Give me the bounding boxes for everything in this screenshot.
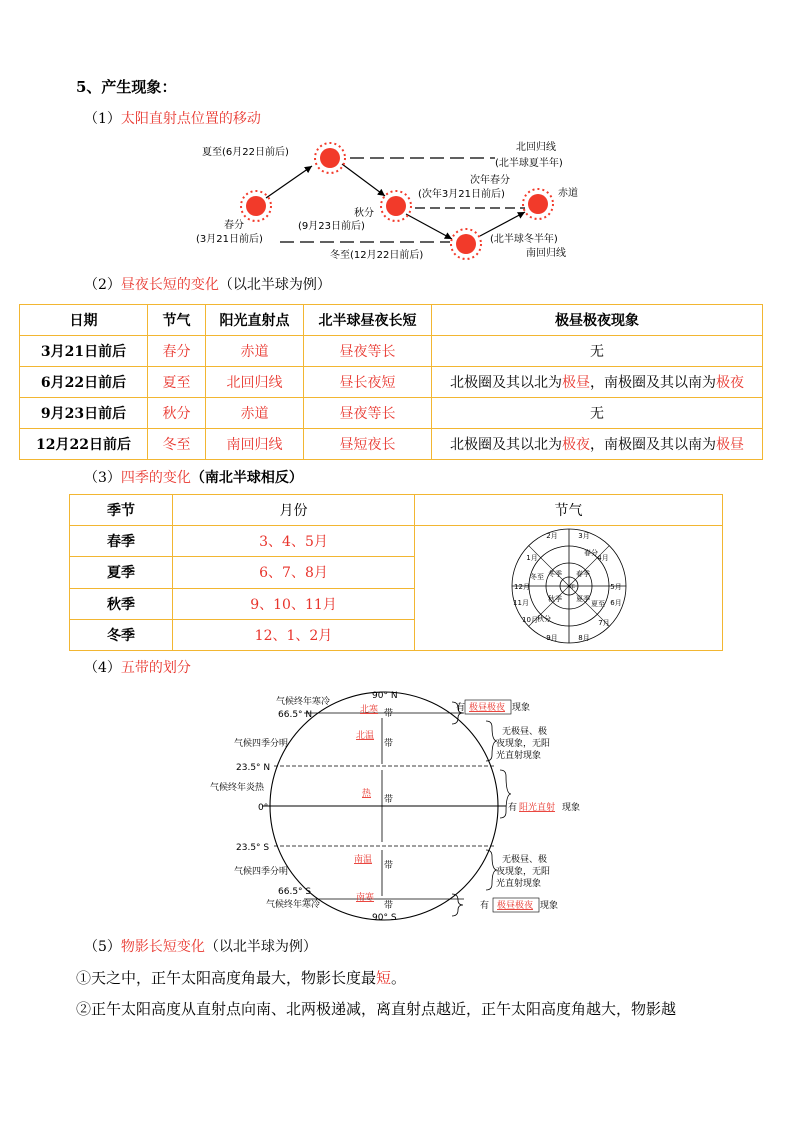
wheel-month-label: 7月 (597, 619, 610, 627)
term-cell: 春分 (148, 336, 206, 367)
subsection-title: 五带的划分 (120, 660, 191, 676)
sun-movement-diagram (190, 134, 610, 264)
subsection-note: （以北半球为例） (204, 939, 317, 955)
wheel-term-label: 夏至 (590, 600, 605, 608)
climate-label: 气候终年寒冷 (266, 900, 321, 910)
polar-highlight: 极昼 (716, 437, 744, 453)
date-cell: 3月21日前后 (20, 336, 148, 367)
wheel-month-label: 8月 (577, 634, 590, 642)
subsection-note: （南北半球相反） (190, 470, 303, 486)
annotation-text: 有 (480, 901, 490, 911)
wheel-month-label: 1月 (525, 554, 538, 562)
polar-text: ，南极圈及其以南为 (590, 437, 716, 453)
point-cell: 南回归线 (206, 429, 304, 460)
annotation-text: 现象 (512, 703, 531, 713)
polar-cell (432, 429, 763, 460)
subsection-4-heading (84, 657, 191, 677)
subsection-number: （4） (84, 660, 121, 676)
polar-text: 无 (590, 406, 604, 422)
zone-suffix: 带 (384, 901, 394, 911)
paragraph-highlight: 短 (376, 969, 392, 987)
latitude-label: 90° N (372, 691, 398, 701)
subsection-number: （5） (84, 939, 121, 955)
season-cell: 春季 (70, 526, 173, 557)
season-cell: 冬季 (70, 619, 173, 650)
wheel-term-label: 冬至 (529, 573, 544, 581)
polar-cell (432, 336, 763, 367)
polar-text: 北极圈及其以北为 (450, 437, 562, 453)
wheel-season-label: 冬季 (547, 570, 562, 578)
zone-suffix: 带 (384, 709, 394, 719)
table-row (20, 429, 763, 460)
table-row (20, 398, 763, 429)
wheel-month-label: 3月 (577, 532, 590, 540)
five-zones-diagram (204, 686, 594, 926)
solar-terms-wheel (504, 526, 634, 646)
paragraph-text: 。 (391, 969, 407, 987)
seasons-table (69, 494, 723, 651)
wheel-month-label: 6月 (609, 599, 622, 607)
subsection-title: 物影长短变化 (120, 939, 205, 955)
spring-label: 春分 (224, 220, 244, 231)
section-title: 5、产生现象： (76, 78, 177, 96)
annotation-text: 无极昼、极 (502, 855, 548, 865)
wheel-season-label: 春季 (575, 570, 590, 578)
season-cell: 秋季 (70, 588, 173, 619)
equator-label: 赤道 (558, 188, 578, 199)
north-summer-label: (北半球夏半年) (495, 158, 563, 169)
wheel-month-label: 11月 (512, 599, 529, 607)
column-header: 极昼极夜现象 (432, 305, 763, 336)
polar-text: 北极圈及其以北为 (450, 375, 562, 391)
zone-suffix: 带 (384, 739, 394, 749)
day-length-table (19, 304, 763, 460)
latitude-label: 66.5° N (278, 710, 313, 720)
subsection-number: （3） (84, 470, 121, 486)
solar-terms-wheel-cell (415, 526, 723, 651)
column-header: 节气 (415, 495, 723, 526)
point-cell: 赤道 (206, 336, 304, 367)
date-cell: 12月22日前后 (20, 429, 148, 460)
subsection-title: 四季的变化 (120, 470, 191, 486)
wheel-center-label: 一年 (562, 584, 575, 591)
column-header: 月份 (173, 495, 415, 526)
annotation-text: 夜现象，无阳 (496, 739, 551, 749)
wheel-month-label: 9月 (545, 634, 558, 642)
wheel-month-label: 4月 (596, 554, 609, 562)
polar-cell (432, 398, 763, 429)
polar-highlight: 极夜 (716, 375, 744, 391)
annotation-text: 夜现象，无阳 (496, 867, 551, 877)
term-cell: 夏至 (148, 367, 206, 398)
subsection-title: 太阳直射点位置的移动 (120, 111, 261, 127)
daylen-cell: 昼夜等长 (304, 398, 432, 429)
table-row (20, 336, 763, 367)
latitude-label: 90° S (372, 913, 397, 923)
zone-label: 南温 (354, 855, 373, 865)
polar-highlight: 极昼 (562, 375, 590, 391)
term-cell: 冬至 (148, 429, 206, 460)
spring-date: (3月21日前后) (196, 234, 263, 245)
latitude-label: 0° (258, 803, 269, 813)
paragraph-2: ②正午太阳高度从直射点向南、北两极递减，离直射点越近，正午太阳高度角越大，物影越 (76, 1000, 677, 1018)
zone-suffix: 带 (384, 795, 394, 805)
tropic-capricorn-label: 南回归线 (526, 248, 566, 259)
paragraph-text: ①天之中，正午太阳高度角最大，物影长度最 (76, 969, 377, 987)
wheel-season-label: 夏季 (575, 595, 590, 603)
climate-label: 气候终年炎热 (210, 783, 265, 793)
annotation-text: 有 (508, 803, 518, 813)
date-cell: 6月22日前后 (20, 367, 148, 398)
subsection-number: （1） (84, 111, 121, 127)
zone-label: 热 (362, 789, 372, 799)
annotation-highlight: 阳光直射 (519, 803, 556, 813)
annotation-highlight: 极昼极夜 (469, 703, 506, 713)
months-cell: 3、4、5月 (173, 526, 415, 557)
annotation-text: 光直射现象 (496, 751, 542, 761)
subsection-1-heading (84, 108, 261, 128)
latitude-label: 23.5° S (236, 843, 270, 853)
date-cell: 9月23日前后 (20, 398, 148, 429)
subsection-3-heading (84, 467, 303, 487)
table-row (20, 367, 763, 398)
subsection-note: （以北半球为例） (218, 277, 331, 293)
tropic-cancer-label: 北回归线 (516, 142, 556, 153)
annotation-text: 光直射现象 (496, 879, 542, 889)
annotation-text: 现象 (562, 803, 581, 813)
polar-highlight: 极夜 (562, 437, 590, 453)
annotation-text: 无极昼、极 (502, 727, 548, 737)
next-spring-date: (次年3月21日前后) (418, 189, 505, 200)
annotation-text: 有 (456, 703, 466, 713)
paragraph-1 (76, 967, 406, 988)
point-cell: 北回归线 (206, 367, 304, 398)
term-cell: 秋分 (148, 398, 206, 429)
column-header: 日期 (20, 305, 148, 336)
wheel-month-label: 10月 (521, 616, 538, 624)
wheel-term-label: 春分 (583, 549, 598, 557)
zone-label: 北温 (356, 731, 375, 741)
season-cell: 夏季 (70, 557, 173, 588)
zone-suffix: 带 (384, 861, 394, 871)
latitude-label: 66.5° S (278, 887, 312, 897)
climate-label: 气候终年寒冷 (276, 697, 331, 707)
table-header-row (70, 495, 723, 526)
climate-label: 气候四季分明 (234, 867, 289, 877)
autumn-label: 秋分 (354, 208, 374, 219)
daylen-cell: 昼短夜长 (304, 429, 432, 460)
polar-text: ，南极圈及其以南为 (590, 375, 716, 391)
climate-label: 气候四季分明 (234, 739, 289, 749)
zone-label: 南寒 (356, 893, 375, 903)
subsection-number: （2） (84, 277, 121, 293)
column-header: 阳光直射点 (206, 305, 304, 336)
zone-label: 北寒 (360, 705, 379, 715)
north-winter-label: (北半球冬半年) (490, 234, 558, 245)
summer-solstice-label: 夏至(6月22日前后) (202, 147, 289, 158)
annotation-text: 现象 (540, 901, 559, 911)
column-header: 节气 (148, 305, 206, 336)
winter-solstice-label: 冬至(12月22日前后) (330, 250, 424, 261)
subsection-title: 昼夜长短的变化 (120, 277, 219, 293)
daylen-cell: 昼夜等长 (304, 336, 432, 367)
table-header-row (20, 305, 763, 336)
subsection-5-heading (84, 936, 317, 956)
column-header: 北半球昼夜长短 (304, 305, 432, 336)
polar-text: 无 (590, 344, 604, 360)
next-spring-label: 次年春分 (470, 175, 510, 186)
latitude-label: 23.5° N (236, 763, 271, 773)
polar-cell (432, 367, 763, 398)
wheel-season-label: 秋季 (547, 595, 562, 603)
months-cell: 9、10、11月 (173, 588, 415, 619)
wheel-month-label: 12月 (513, 583, 530, 591)
column-header: 季节 (70, 495, 173, 526)
wheel-term-label: 秋分 (536, 615, 551, 623)
daylen-cell: 昼长夜短 (304, 367, 432, 398)
table-row (70, 526, 723, 557)
months-cell: 6、7、8月 (173, 557, 415, 588)
months-cell: 12、1、2月 (173, 619, 415, 650)
wheel-month-label: 2月 (545, 532, 558, 540)
autumn-date: (9月23日前后) (298, 221, 365, 232)
subsection-2-heading (84, 274, 331, 294)
wheel-month-label: 5月 (609, 583, 622, 591)
annotation-highlight: 极昼极夜 (497, 901, 534, 911)
point-cell: 赤道 (206, 398, 304, 429)
